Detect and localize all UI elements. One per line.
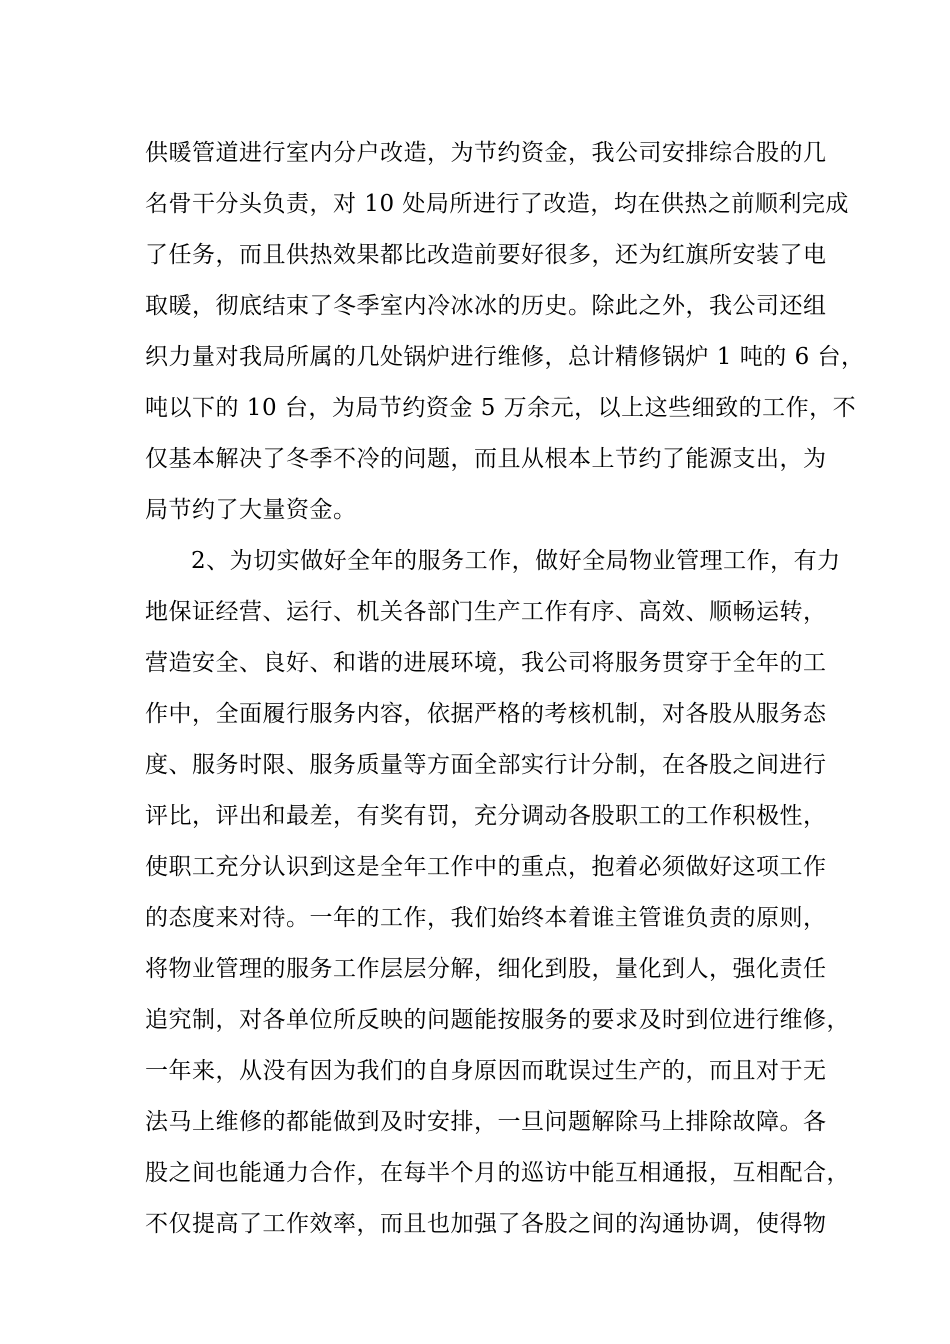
text-line: 将物业管理的服务工作层层分解，细化到股，量化到人，强化责任 bbox=[145, 956, 827, 982]
text-line: 取暖，彻底结束了冬季室内冷冰冰的历史。除此之外，我公司还组 bbox=[145, 293, 827, 319]
text-line: 局节约了大量资金。 bbox=[145, 497, 357, 523]
text-line: 仅基本解决了冬季不冷的问题，而且从根本上节约了能源支出，为 bbox=[145, 446, 827, 472]
text-line: 法马上维修的都能做到及时安排，一旦问题解除马上排除故障。各 bbox=[145, 1109, 827, 1135]
text-line: 追究制，对各单位所反映的问题能按服务的要求及时到位进行维修， bbox=[145, 1007, 850, 1033]
text-line: 度、服务时限、服务质量等方面全部实行计分制，在各股之间进行 bbox=[145, 752, 827, 778]
text-line: 营造安全、良好、和谐的进展环境，我公司将服务贯穿于全年的工 bbox=[145, 650, 827, 676]
text-line: 一年来，从没有因为我们的自身原因而耽误过生产的，而且对于无 bbox=[145, 1058, 827, 1084]
text-line: 地保证经营、运行、机关各部门生产工作有序、高效、顺畅运转， bbox=[145, 599, 827, 625]
paragraph-1 bbox=[145, 128, 865, 536]
text-line: 评比，评出和最差，有奖有罚，充分调动各股职工的工作积极性， bbox=[145, 803, 827, 829]
text-line: 使职工充分认识到这是全年工作中的重点，抱着必须做好这项工作 bbox=[145, 854, 827, 880]
document-body bbox=[145, 128, 865, 1250]
text-line: 织力量对我局所属的几处锅炉进行维修，总计精修锅炉 1 吨的 6 台， bbox=[145, 344, 865, 370]
text-line: 供暖管道进行室内分户改造，为节约资金，我公司安排综合股的几 bbox=[145, 140, 827, 166]
text-line: 股之间也能通力合作，在每半个月的巡访中能互相通报，互相配合， bbox=[145, 1160, 850, 1186]
text-line: 2、为切实做好全年的服务工作，做好全局物业管理工作，有力 bbox=[191, 548, 841, 574]
paragraph-2 bbox=[145, 536, 850, 1250]
text-line: 不仅提高了工作效率，而且也加强了各股之间的沟通协调，使得物 bbox=[145, 1211, 827, 1237]
text-line: 吨以下的 10 台，为局节约资金 5 万余元，以上这些细致的工作，不 bbox=[145, 395, 857, 421]
text-line: 名骨干分头负责，对 10 处局所进行了改造，均在供热之前顺利完成 bbox=[145, 191, 849, 217]
text-line: 作中，全面履行服务内容，依据严格的考核机制，对各股从服务态 bbox=[145, 701, 827, 727]
text-line: 了任务，而且供热效果都比改造前要好很多，还为红旗所安装了电 bbox=[145, 242, 827, 268]
text-line: 的态度来对待。一年的工作，我们始终本着谁主管谁负责的原则， bbox=[145, 905, 827, 931]
